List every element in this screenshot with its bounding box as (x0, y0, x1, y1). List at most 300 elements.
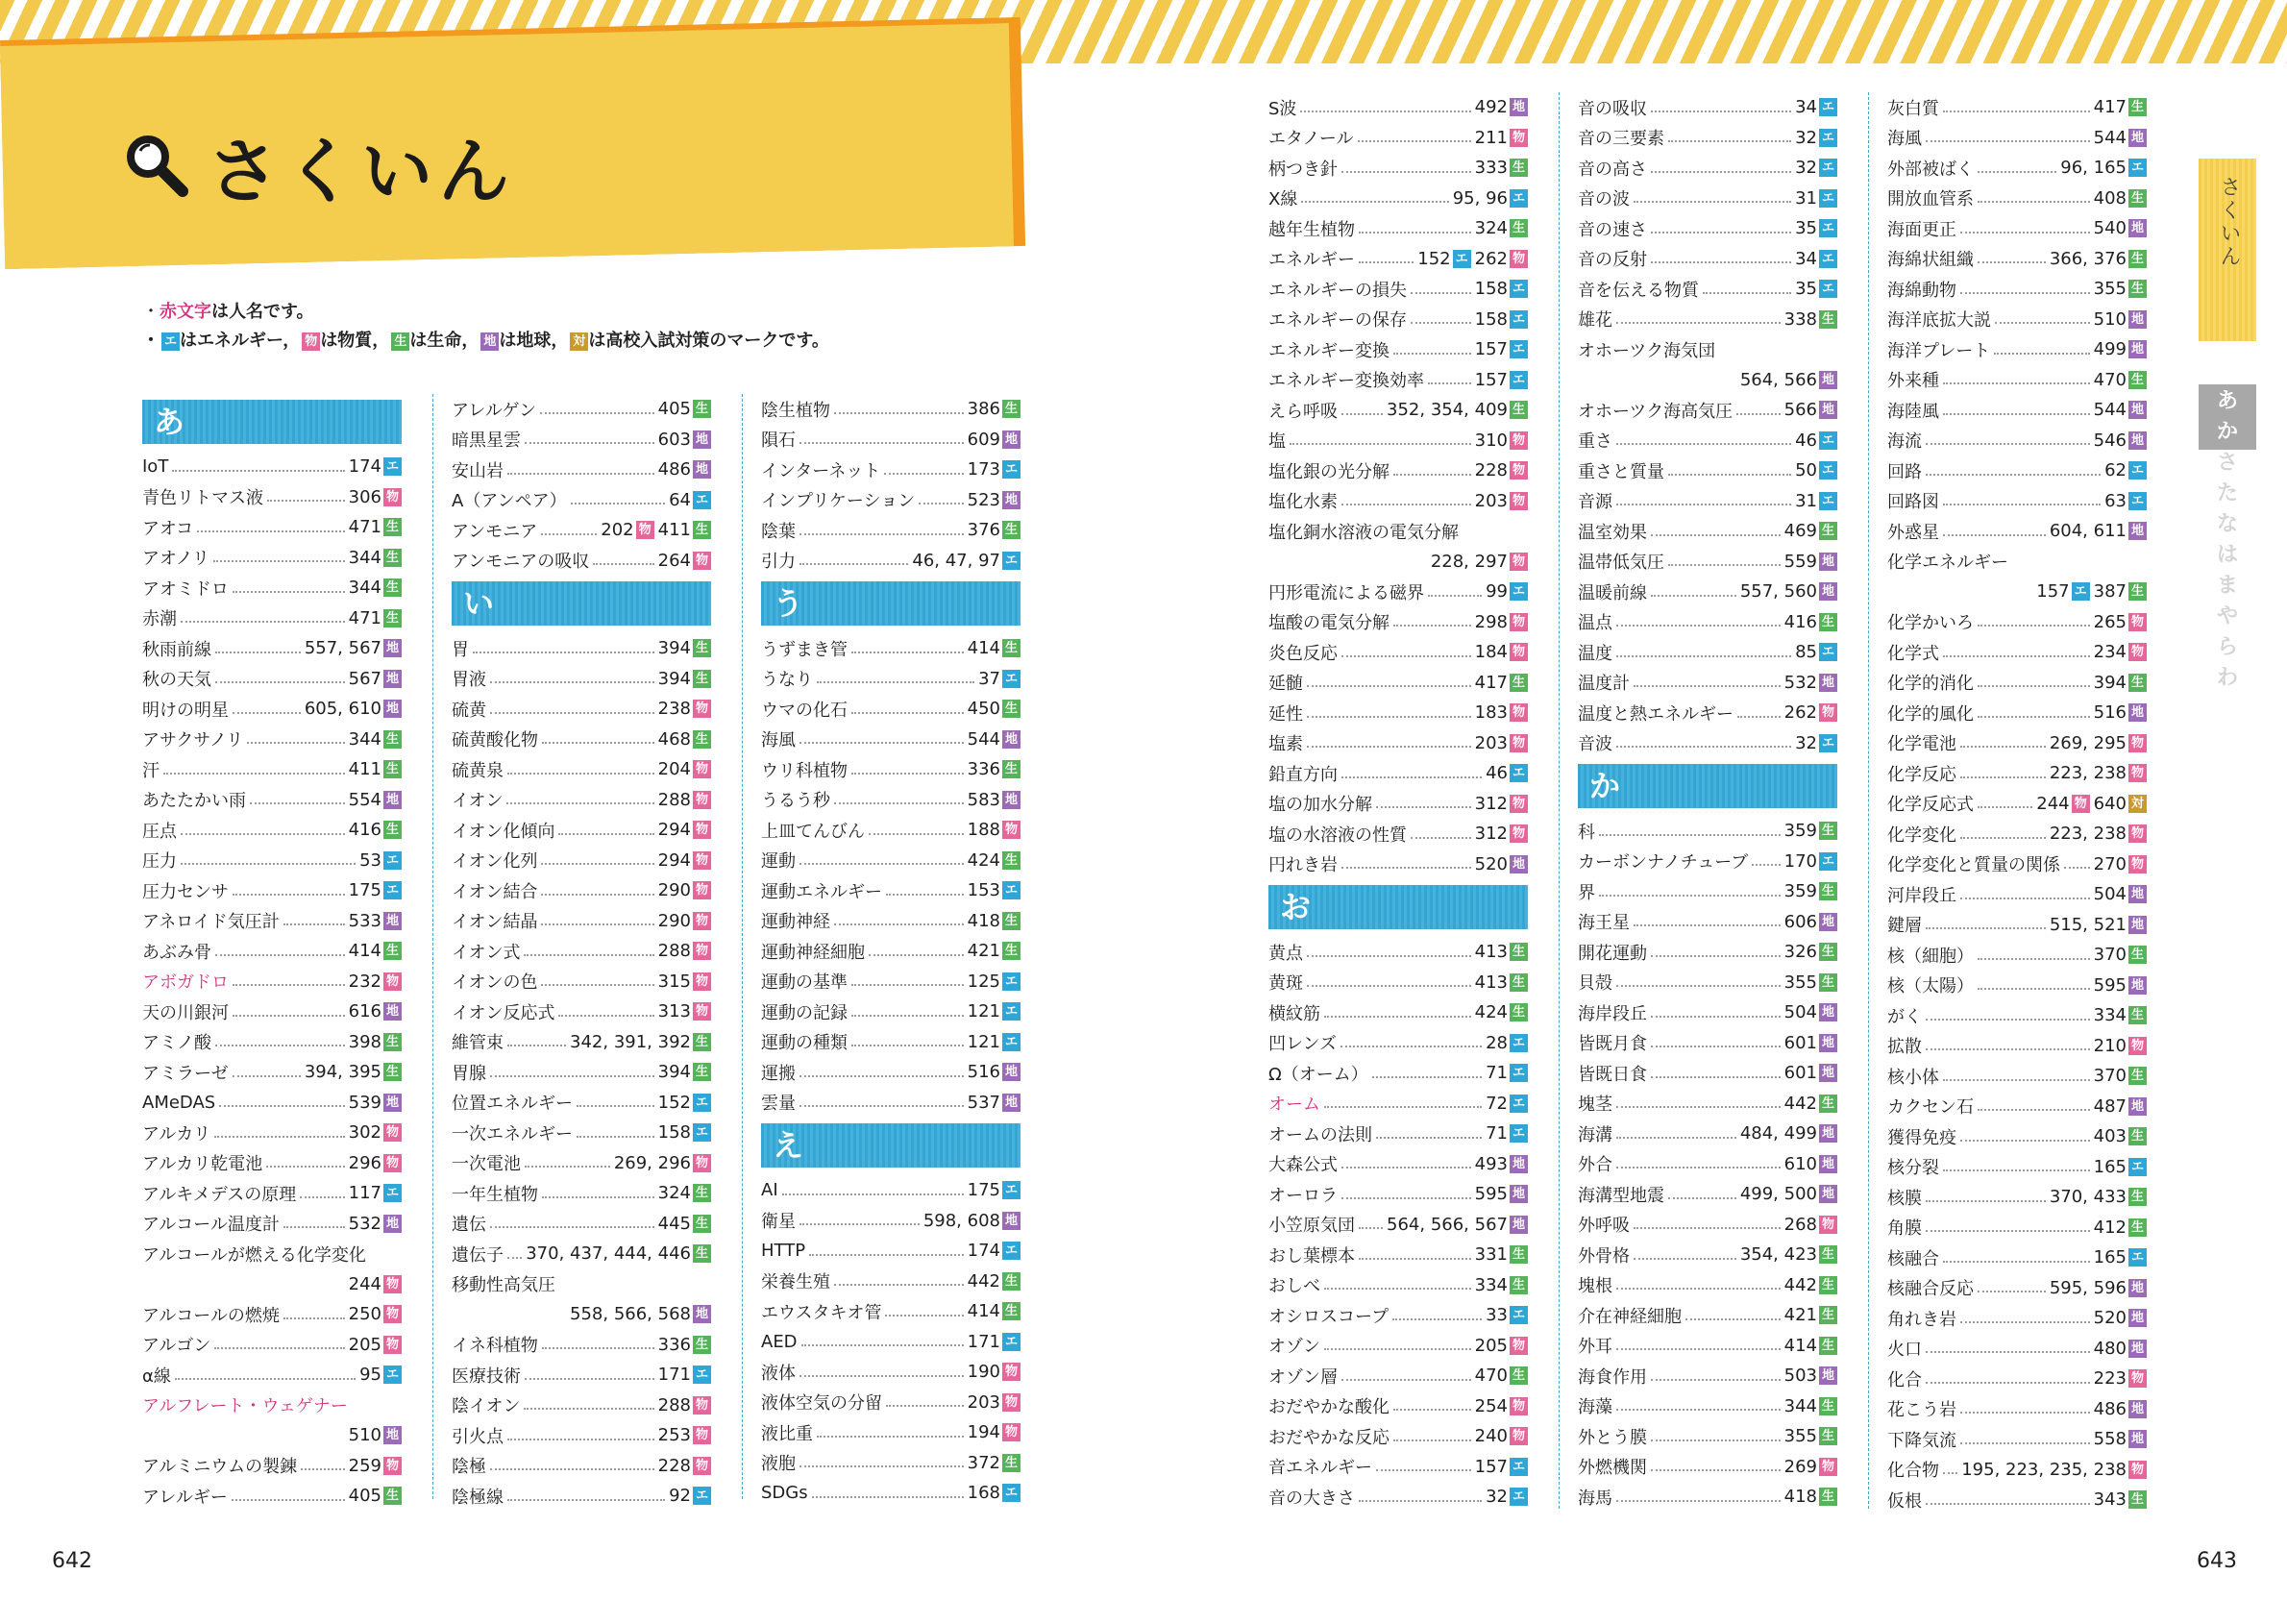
entry-term: SDGs (761, 1483, 808, 1504)
category-mark: 地 (2128, 916, 2147, 934)
index-entry (1578, 997, 1837, 1028)
entry-term: 外惑星 (1887, 522, 1939, 543)
category-mark: 生 (1510, 674, 1528, 692)
category-mark: 対 (570, 332, 588, 351)
index-entry (142, 1178, 402, 1209)
entry-page: 336 (967, 759, 1000, 780)
dot-leader (851, 984, 964, 986)
entry-page: 417 (1474, 672, 1508, 693)
index-entry (142, 1148, 402, 1179)
entry-page: 53 (359, 849, 381, 871)
index-entry (761, 1236, 1021, 1267)
dot-leader (1341, 413, 1383, 415)
dot-leader (247, 742, 344, 744)
dot-leader (1994, 353, 2089, 355)
entry-page: 203 (1474, 732, 1508, 753)
index-entry (142, 1451, 402, 1482)
entry-term: 河岸段丘 (1887, 885, 1956, 906)
entry-page: 205 (1474, 1335, 1508, 1356)
category-mark: 地 (383, 912, 402, 930)
entry-page: 417 (2093, 97, 2127, 118)
category-mark: 地 (383, 1426, 402, 1444)
index-entry (452, 936, 711, 967)
category-mark: 生 (383, 942, 402, 960)
entry-page: 370, 433 (2049, 1187, 2127, 1208)
entry-term: アンモニア (452, 521, 538, 542)
category-mark: 物 (693, 791, 711, 809)
dot-leader (1960, 1442, 2090, 1444)
category-mark: 物 (2072, 795, 2090, 813)
dot-leader (1978, 1109, 2090, 1111)
entry-page: 173 (967, 459, 1000, 480)
red-text-label: 赤文字 (160, 302, 211, 322)
entry-page: 610 (1783, 1153, 1817, 1174)
entry-page: 510 (2093, 308, 2127, 330)
entry-page: 228 (657, 1455, 691, 1476)
entry-term: 運搬 (761, 1063, 796, 1084)
entry-page: 46 (1486, 763, 1508, 784)
dot-leader (541, 533, 597, 535)
category-mark: 物 (1510, 643, 1528, 661)
entry-term: オーロラ (1268, 1185, 1338, 1206)
entry-term: オゾン (1268, 1337, 1320, 1358)
dot-leader (233, 984, 345, 986)
category-mark: 物 (2128, 1037, 2147, 1055)
category-mark: 生 (2128, 582, 2147, 601)
entry-term: アミラーゼ (142, 1063, 229, 1084)
dot-leader (1926, 1200, 2046, 1202)
entry-term: 化学変化と質量の関係 (1887, 855, 2060, 876)
category-mark: 地 (1510, 98, 1528, 116)
entry-page: 223, 238 (2049, 824, 2127, 845)
index-entry (452, 1239, 711, 1269)
dot-leader (525, 442, 654, 444)
dot-leader (1290, 443, 1471, 445)
category-mark: エ (693, 1123, 711, 1142)
entry-page: 414 (967, 638, 1000, 659)
entry-page: 411 (348, 759, 381, 780)
entry-page: 558 (2093, 1429, 2127, 1450)
dot-leader (1376, 1469, 1471, 1471)
index-entry (1578, 334, 1837, 365)
index-entry (1578, 1240, 1837, 1270)
dot-leader (809, 1254, 964, 1256)
dot-leader (1634, 1258, 1736, 1260)
dot-leader (1651, 171, 1791, 173)
entry-page: 312 (1474, 793, 1508, 814)
dot-leader (1616, 1137, 1736, 1139)
entry-term: 核（細胞） (1887, 946, 1974, 967)
index-entry (1887, 1273, 2147, 1304)
entry-page: 152 (657, 1092, 691, 1113)
dot-leader (1978, 716, 2090, 718)
index-entry (1268, 334, 1528, 365)
index-entry (1578, 92, 1837, 123)
dot-leader (884, 473, 963, 475)
category-mark: 物 (1510, 461, 1528, 480)
index-entry (452, 1481, 711, 1512)
dot-leader (283, 923, 345, 925)
entry-term: 化学反応式 (1887, 795, 1974, 816)
category-mark: 生 (383, 578, 402, 597)
category-mark: 地 (2128, 219, 2147, 237)
entry-page: 499, 500 (1739, 1184, 1817, 1205)
category-mark: 地 (1002, 791, 1021, 809)
entry-term: 音の反射 (1578, 250, 1647, 271)
entry-page: 557, 560 (1739, 581, 1817, 603)
entry-term: 海風 (1887, 129, 1922, 150)
entry-term: あぶみ骨 (142, 942, 211, 963)
index-entry (452, 455, 711, 485)
category-mark: 地 (1002, 1094, 1021, 1112)
index-entry (1887, 92, 2147, 123)
index-entry (1268, 819, 1528, 849)
index-entry (1578, 1361, 1837, 1391)
dot-leader (214, 1136, 344, 1138)
dot-leader (525, 1378, 654, 1380)
category-mark: 地 (480, 332, 499, 351)
index-entry (1578, 1089, 1837, 1120)
category-mark: 生 (693, 639, 711, 657)
category-mark: エ (1510, 280, 1528, 298)
dot-leader (886, 1405, 964, 1407)
entry-page: 355 (2093, 279, 2127, 300)
entry-term: 海溝型地震 (1578, 1185, 1664, 1206)
entry-term: S波 (1268, 98, 1297, 119)
category-mark: エ (1453, 250, 1471, 268)
category-mark: 生 (1002, 912, 1021, 930)
dot-leader (1616, 1167, 1781, 1169)
index-entry (452, 725, 711, 755)
dot-leader (1616, 1500, 1781, 1502)
index-entry (1268, 1482, 1528, 1513)
entry-page: 370, 437, 444, 446 (526, 1243, 691, 1265)
index-entry (1887, 1334, 2147, 1365)
entry-term: 天の川銀河 (142, 1002, 229, 1023)
dot-leader (1995, 322, 2090, 324)
page-number-right: 643 (2197, 1549, 2237, 1573)
index-entry (452, 664, 711, 695)
entry-term: オホーツク海気団 (1578, 340, 1716, 361)
dot-leader (215, 954, 345, 956)
dot-leader (1978, 261, 2046, 263)
dot-leader (1943, 655, 2090, 657)
entry-page: 520 (1474, 853, 1508, 874)
index-entry (1887, 849, 2147, 880)
category-mark: 地 (2128, 1430, 2147, 1448)
entry-term: 角れき岩 (1887, 1309, 1956, 1330)
entry-term: オーム (1268, 1095, 1320, 1116)
entry-term: 化学反応 (1887, 764, 1956, 785)
entry-term: 塊茎 (1578, 1095, 1612, 1116)
entry-term: オームの法則 (1268, 1124, 1372, 1145)
index-entry (1887, 1121, 2147, 1152)
dot-leader (473, 652, 654, 653)
dot-leader (1943, 1261, 2090, 1263)
entry-page: 598, 608 (922, 1210, 1000, 1231)
category-mark: 生 (1510, 1003, 1528, 1021)
dot-leader (1341, 867, 1471, 869)
entry-page: 544 (2093, 127, 2127, 148)
entry-term: エネルギー変換 (1268, 340, 1389, 361)
entry-page: 344 (1783, 1395, 1817, 1416)
entry-page: 168 (967, 1483, 1000, 1504)
dot-leader (1411, 292, 1471, 294)
category-mark: エ (1819, 98, 1837, 116)
category-mark: エ (1819, 461, 1837, 480)
category-mark: エ (1510, 1034, 1528, 1052)
category-mark: エ (1819, 643, 1837, 661)
category-mark: 生 (1819, 1427, 1837, 1445)
index-entry (1887, 1182, 2147, 1213)
index-entry (142, 1209, 402, 1240)
entry-page: 152 (1417, 248, 1451, 269)
category-mark: エ (1510, 1306, 1528, 1324)
category-mark: 物 (2128, 613, 2147, 631)
index-entry (1268, 1361, 1528, 1391)
entry-page: 288 (657, 789, 691, 810)
entry-page: 424 (967, 849, 1000, 871)
category-mark: 生 (383, 821, 402, 839)
category-mark: 物 (693, 700, 711, 718)
index-column (761, 394, 1021, 1509)
index-entry (452, 694, 711, 725)
dot-leader (1978, 625, 2090, 627)
index-entry (1578, 1482, 1837, 1513)
entry-term: 仮根 (1887, 1490, 1922, 1512)
index-entry (761, 1027, 1021, 1058)
entry-page: 470 (2093, 369, 2127, 390)
entry-page: 184 (1474, 642, 1508, 663)
entry-term: イオン化傾向 (452, 821, 555, 842)
entry-term: 汗 (142, 760, 160, 781)
entry-page: 223 (2093, 1368, 2127, 1390)
dot-leader (1616, 1288, 1781, 1290)
category-mark: 生 (383, 518, 402, 536)
entry-page: 418 (1783, 1487, 1817, 1508)
dot-leader (885, 1315, 963, 1316)
entry-page: 532 (348, 1213, 381, 1234)
entry-term: 海綿状組織 (1887, 250, 1974, 271)
entry-term: 音の吸収 (1578, 98, 1647, 119)
entry-page: 609 (967, 429, 1000, 450)
entry-page: 306 (348, 486, 381, 507)
index-entry (1268, 607, 1528, 638)
category-mark: 生 (2128, 280, 2147, 298)
dot-leader (542, 1196, 654, 1198)
dot-leader (1341, 655, 1471, 657)
entry-page: 523 (967, 489, 1000, 510)
category-mark: エ (161, 332, 180, 351)
entry-term: イオン反応式 (452, 1002, 555, 1023)
entry-page: 559 (1783, 551, 1817, 572)
entry-term: アオコ (142, 518, 194, 539)
index-entry (452, 1088, 711, 1119)
entry-page: 595 (2093, 974, 2127, 996)
index-entry (1887, 1364, 2147, 1394)
index-entry (761, 546, 1021, 577)
category-mark: エ (2128, 461, 2147, 480)
entry-page: 601 (1783, 1032, 1817, 1053)
entry-term: 炎色反応 (1268, 643, 1338, 664)
entry-term: エネルギーの損失 (1268, 280, 1407, 301)
index-entry (1887, 668, 2147, 699)
index-entry (1887, 426, 2147, 456)
dot-leader (1943, 111, 2090, 112)
entry-term: イオン式 (452, 942, 521, 963)
dot-leader (799, 1075, 964, 1077)
dot-leader (283, 1226, 345, 1228)
category-mark: 生 (1819, 1306, 1837, 1324)
dot-leader (1943, 1169, 2090, 1171)
entry-term: 円れき岩 (1268, 855, 1338, 876)
index-entry (452, 906, 711, 937)
category-mark: 生 (2128, 674, 2147, 692)
entry-term: エネルギー変換効率 (1268, 371, 1424, 392)
entry-term: 塩の加水分解 (1268, 795, 1372, 816)
index-entry (452, 754, 711, 785)
category-mark: 生 (1002, 1302, 1021, 1320)
dot-leader (233, 1075, 301, 1077)
entry-page: 324 (657, 1183, 691, 1204)
index-entry (761, 1296, 1021, 1327)
entry-term: 音の三要素 (1578, 129, 1664, 150)
dot-leader (782, 1193, 964, 1195)
category-mark: 物 (693, 1426, 711, 1444)
category-mark: 生 (693, 1215, 711, 1233)
kana-tab-4: な (2216, 512, 2238, 536)
category-mark: 対 (2128, 795, 2147, 813)
entry-page: 546 (2093, 430, 2127, 451)
index-entry (1268, 1270, 1528, 1301)
dot-leader (1376, 806, 1471, 808)
entry-page: 158 (657, 1122, 691, 1144)
entry-page: 72 (1486, 1093, 1508, 1114)
index-entry (452, 1360, 711, 1390)
index-entry (1887, 274, 2147, 305)
index-entry (1887, 789, 2147, 820)
index-entry (1578, 274, 1837, 305)
entry-term: 皆既日食 (1578, 1064, 1647, 1085)
entry-page: 394 (2093, 672, 2127, 693)
entry-page: 334 (1474, 1274, 1508, 1295)
entry-term: 音を伝える物質 (1578, 280, 1699, 301)
dot-leader (541, 984, 653, 986)
dot-leader (1634, 685, 1781, 687)
entry-page: 32 (1795, 732, 1817, 753)
entry-term: 運動神経 (761, 912, 830, 933)
category-mark: 物 (1002, 821, 1021, 839)
entry-page: 359 (1783, 821, 1817, 842)
entry-page: 604, 611 (2049, 521, 2127, 542)
index-entry (452, 1420, 711, 1451)
entry-page: 445 (657, 1213, 691, 1234)
category-mark: エ (1819, 250, 1837, 268)
entry-page: 557, 567 (304, 638, 381, 659)
category-mark: 物 (1510, 613, 1528, 631)
entry-page: 616 (348, 1001, 381, 1022)
entry-page: 324 (1474, 218, 1508, 239)
index-entry (1887, 486, 2147, 517)
entry-page: 294 (657, 820, 691, 841)
title-block (121, 115, 515, 217)
dot-leader (1616, 655, 1791, 657)
entry-page: 424 (1474, 1002, 1508, 1023)
entry-term: エネルギーの保存 (1268, 310, 1407, 332)
dot-leader (1978, 171, 2056, 173)
category-mark: 地 (693, 1305, 711, 1323)
dot-leader (1616, 1348, 1781, 1350)
category-mark: 物 (383, 1275, 402, 1293)
entry-page: 183 (1474, 702, 1508, 724)
dot-leader (851, 773, 964, 775)
dot-leader (1307, 955, 1471, 957)
entry-term: 開花運動 (1578, 943, 1647, 964)
entry-page: 240 (1474, 1426, 1508, 1447)
entry-term: 圧点 (142, 821, 177, 842)
index-entry (761, 785, 1021, 816)
dot-leader (851, 712, 964, 714)
entry-term: 液体 (761, 1363, 796, 1384)
dot-leader (1926, 1382, 2090, 1384)
dot-leader (834, 802, 964, 804)
entry-page: 117 (348, 1183, 381, 1204)
dot-leader (172, 470, 344, 472)
category-mark: 地 (2128, 340, 2147, 358)
index-entry (761, 394, 1021, 425)
category-mark: エ (1002, 1033, 1021, 1051)
entry-term: あたたかい雨 (142, 791, 246, 812)
category-mark: 地 (383, 670, 402, 688)
entry-page: 63 (2104, 490, 2127, 511)
entry-term: 角膜 (1887, 1218, 1922, 1240)
entry-page: 195, 223, 235, 238 (1961, 1459, 2127, 1480)
entry-term: おだやかな反応 (1268, 1427, 1389, 1448)
index-entry (761, 455, 1021, 485)
index-entry (1268, 937, 1528, 968)
entry-page: 121 (967, 1031, 1000, 1052)
category-mark: エ (1002, 881, 1021, 899)
entry-term: 温暖前線 (1578, 582, 1647, 603)
index-entry (1268, 1331, 1528, 1362)
entry-page: 253 (657, 1425, 691, 1446)
category-mark: 物 (2128, 824, 2147, 843)
index-entry (142, 1299, 402, 1330)
entry-term: 一次エネルギー (452, 1123, 573, 1144)
entry-term: 安山岩 (452, 460, 504, 481)
category-mark: 物 (1510, 1397, 1528, 1415)
entry-page: 334 (2093, 1005, 2127, 1026)
dot-leader (1926, 1351, 2090, 1353)
index-entry (761, 967, 1021, 997)
entry-term: 海綿動物 (1887, 280, 1956, 301)
index-entry (1887, 910, 2147, 941)
index-entry (761, 815, 1021, 846)
entry-term: 塩化水素 (1268, 492, 1338, 513)
legend-text: は物質， (320, 331, 390, 351)
entry-page: 171 (967, 1331, 1000, 1352)
entry-page: 298 (1474, 611, 1508, 632)
entry-term: アレルギー (142, 1487, 228, 1508)
dot-leader (799, 863, 964, 865)
entry-page: 469 (1783, 521, 1817, 542)
entry-term: 胃腺 (452, 1063, 486, 1084)
index-entry (452, 1118, 711, 1148)
dot-leader (1651, 1379, 1781, 1381)
entry-term: 一次電池 (452, 1154, 521, 1175)
entry-term: 音源 (1578, 492, 1612, 513)
index-entry (1578, 426, 1837, 456)
